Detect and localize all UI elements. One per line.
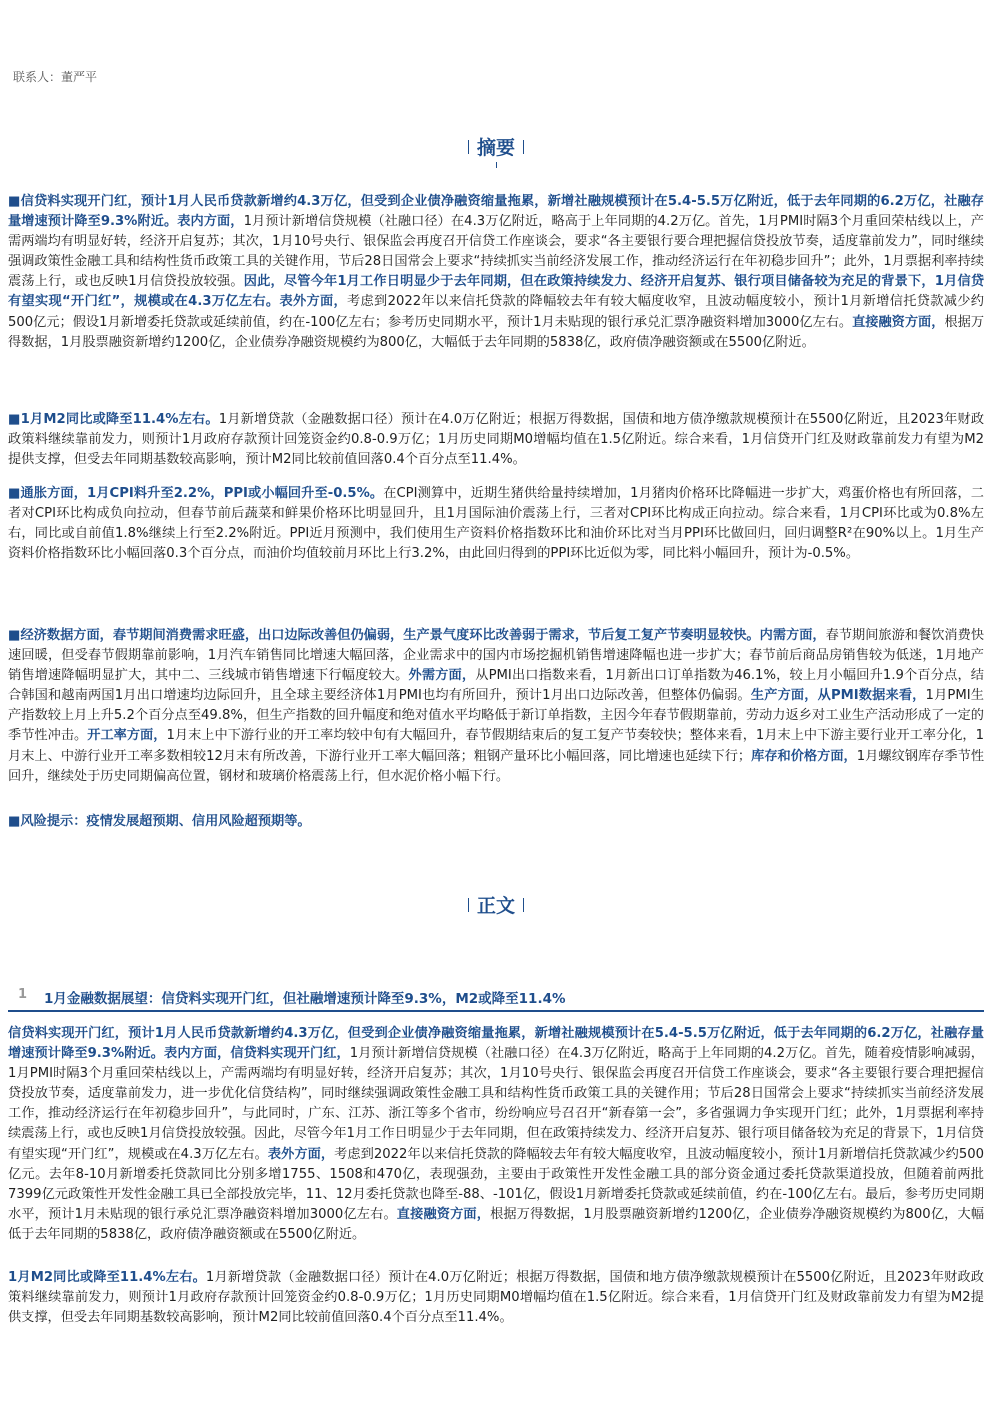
heading-bar-right [523, 898, 524, 912]
emphasis-text: 表外方面， [267, 1146, 335, 1162]
section-1-heading [8, 984, 984, 1012]
summary-title: 摘要 [476, 137, 515, 159]
body-text: 1月PMI生产指数较上月上升5.2个百分点至49.8%，但生产指数的回升幅度和绝对值水平均略低于新订单指数，主因今年春节假期靠前，劳动力返乡对工业生产活动形成了一定的季节性冲击。 [8, 688, 984, 744]
heading-bar-left [468, 898, 469, 912]
body-text: 在CPI测算中，近期生猪供给量持续增加，1月猪肉价格环比降幅进一步扩大，鸡蛋价格也有所回落，二者对CPI环比构成负向拉动，但春节前后蔬菜和鲜果价格环比明显回升，且1月国际油价震荡上行，三者对CPI环比构成正向拉动。综合来看，1月CPI环比或为0.8%左右，同比或自前值1.8%继续上行至2.2%附近。PPI近月预测中，我们使用生产资料价格指数环比和油价环比对当月PPI环比做回归，回归调整R²在90%以上。1月生产资料价格指数环比小幅回落0.3个百分点，而油价均值较前月环比上行3.2%，由此回归得到的PPI环比近似为零，同比料小幅回升，预计为-0.5%。 [8, 486, 984, 562]
heading-bar-left [468, 140, 469, 154]
body-text: 考虑到2022年以来信托贷款的降幅较去年有较大幅度收窄，且波动幅度较小，预计1月新增信托贷款减少约500亿元。去年8-10月新增委托贷款同比分别多增1755、1508和470亿，表现强劲，主要由于政策性开发性金融工具的部分资金通过委托贷款渠道投放，但随着前两批7399亿元政策性开发性金融工具已全部投放完毕，11、12月委托贷款也降至-88、-101亿，假设1月新增委托贷款或延续前值，约在-100亿左右。最后，参考历史同期水平，预计1月未贴现的银行承兑汇票净融资料增加3000亿左右。 [8, 1146, 985, 1222]
emphasis-text: ■1月M2同比或降至11.4%左右。 [8, 412, 219, 427]
risk-warning [8, 812, 984, 832]
body-text: 1月预计新增信贷规模（社融口径）在4.3万亿附近，略高于上年同期的4.2万亿。首先，1月PMI时隔3个月重回荣枯线以上，产需两端均有明显好转，经济开启复苏；其次，1月10号央行、银保监会再度召开信贷工作座谈会，要求“各主要银行要合理把握信贷投放节奏，适度靠前发力”，同时继续强调政策性金融工具和结构性货币政策工具的关键作用，节后28日国常会上要求“持续抓实当前经济发展工作，推动经济运行在年初稳步回升”；此外，1月票据利率持续震荡上行，或也反映1月信贷投放较强。 [8, 214, 984, 290]
section-title: 1月金融数据展望：信贷料实现开门红，但社融增速预计降至9.3%，M2或降至11.4% [44, 991, 566, 1007]
summary-paragraph-inflation [8, 484, 984, 564]
body-text: 考虑到2022年以来信托贷款的降幅较去年有较大幅度收窄，且波动幅度较小，预计1月新增信托贷款减少约500亿元；假设1月新增委托贷款或延续前值，约在-100亿左右；参考历史同期水平，预计1月未贴现的银行承兑汇票净融资料增加3000亿左右。 [8, 294, 984, 330]
section-number: 1 [18, 987, 28, 1002]
body-paragraph-credit [8, 1024, 984, 1245]
body-text: 根据万得数据，1月股票融资新增约1200亿，企业债券净融资规模约为800亿，大幅低于去年同期的5838亿，政府债净融资额或在5500亿附近。 [8, 314, 985, 350]
emphasis-text: ■经济数据方面，春节期间消费需求旺盛，出口边际改善但仍偏弱，生产景气度环比改善弱于需求，节后复工复产节奏明显较快。 [8, 628, 760, 643]
body-text: 1月新增贷款（金融数据口径）预计在4.0万亿附近；根据万得数据，国债和地方债净缴款规模预计在5500亿附近，且2023年财政政策料继续靠前发力，则预计1月政府存款预计回笼资金约0.8-0.9万亿；1月历史同期M0增幅均值在1.5亿附近。综合来看，1月信贷开门红及财政靠前发力有望为M2提供支撑，但受去年同期基数较高影响，预计M2同比较前值回落0.4个百分点至11.4%。 [8, 412, 985, 468]
body-text: 根据万得数据，1月股票融资新增约1200亿，企业债券净融资规模约为800亿，大幅低于去年同期的5838亿，政府债净融资额或在5500亿附近。 [8, 1206, 985, 1242]
emphasis-text: 直接融资方面， [396, 1206, 491, 1222]
emphasis-text: 因此，尽管今年1月工作日明显少于去年同期，但在政策持续发力、经济开启复苏、银行项目储备较为充足的背景下，1月信贷有望实现“开门红”，规模或在4.3万亿左右。 [8, 274, 985, 310]
body-text: 1月新增贷款（金融数据口径）预计在4.0万亿附近；根据万得数据，国债和地方债净缴款规模预计在5500亿附近，且2023年财政政策料继续靠前发力，则预计1月政府存款预计回笼资金约0.8-0.9万亿；1月历史同期M0增幅均值在1.5亿附近。综合来看，1月信贷开门红及财政靠前发力有望为M2提供支撑，但受去年同期基数较高影响，预计M2同比较前值回落0.4个百分点至11.4%。 [8, 1270, 984, 1326]
emphasis-text: 生产方面，从PMI数据来看， [750, 688, 926, 704]
summary-paragraph-credit [8, 192, 984, 353]
body-title: 正文 [476, 895, 515, 917]
heading-tick [496, 162, 497, 168]
emphasis-text: 1月M2同比或降至11.4%左右。 [8, 1270, 206, 1285]
contact-line: 联系人：董严平 [13, 70, 98, 84]
emphasis-text: ■风险提示：疫情发展超预期、信用风险超预期等。 [8, 814, 311, 829]
emphasis-text: 直接融资方面， [852, 314, 945, 330]
body-text: 1月预计新增信贷规模（社融口径）在4.3万亿附近，略高于上年同期的4.2万亿。首先，随着疫情影响减弱，1月PMI时隔3个月重回荣枯线以上，产需两端均有明显好转，经济开启复苏；其次，1月10号央行、银保监会再度召开信贷工作座谈会，要求“各主要银行要合理把握信贷投放节奏，适度靠前发力，进一步优化信贷结构”，同时继续强调政策性金融工具和结构性货币政策工具的关键作用；节后28日国常会上要求“持续抓实当前经济发展工作，推动经济运行在年初稳步回升”，与此同时，广东、江苏、浙江等多个省市，纷纷响应号召召开“新春第一会”，多省强调力争实现开门红；此外，1月票据利率持续震荡上行，或也反映1月信贷投放较强。因此，尽管今年1月工作日明显少于去年同期，但在政策持续发力、经济开启复苏、银行项目储备较为充足的背景下，1月信贷有望实现“开门红”，规模或在4.3万亿左右。 [8, 1046, 984, 1162]
summary-paragraph-m2 [8, 410, 984, 470]
body-text: 1月螺纹钢库存季节性回升，继续处于历史同期偏高位置，钢材和玻璃价格震荡上行，但水泥价格小幅下行。 [8, 748, 985, 784]
summary-heading [0, 133, 992, 160]
body-heading [0, 891, 992, 918]
emphasis-text: ■信贷料实现开门红，预计1月人民币贷款新增约4.3万亿，但受到企业债净融资缩量拖累，新增社融规模预计在5.4-5.5万亿附近，低于去年同期的6.2万亿，社融存量增速预计降至9.3%附近。 [8, 194, 984, 230]
emphasis-text: 表内方面， [177, 214, 244, 230]
emphasis-text: ■通胀方面，1月CPI料升至2.2%，PPI或小幅回升至-0.5%。 [8, 486, 384, 501]
emphasis-text: 外需方面， [408, 668, 476, 684]
emphasis-text: 信贷料实现开门红，预计1月人民币贷款新增约4.3万亿，但受到企业债净融资缩量拖累，新增社融规模预计在5.4-5.5万亿附近，低于去年同期的6.2万亿，社融存量增速预计降至9.3%附近。表内方面，信贷料实现开门红， [8, 1026, 984, 1062]
body-text: 春节期间旅游和餐饮消费快速回暖，但受春节假期靠前影响，1月汽车销售同比增速大幅回落，企业需求中的国内市场挖掘机销售增速降幅也进一步扩大；春节前后商品房销售较为低迷，1月地产销售增速降幅明显扩大，其中二、三线城市销售增速下行幅度较大。 [8, 628, 985, 684]
emphasis-text: 开工率方面， [87, 728, 167, 744]
body-text: 从PMI出口指数来看，1月新出口订单指数为46.1%，较上月小幅回升1.9个百分点，结合韩国和越南两国1月出口增速均边际回升，且全球主要经济体1月PMI也均有所回升，预计1月出口边际改善，但整体仍偏弱。 [8, 668, 984, 704]
heading-bar-right [523, 140, 524, 154]
body-paragraph-m2 [8, 1268, 984, 1328]
body-text: 1月末上中下游行业的开工率均较中旬有大幅回升，春节假期结束后的复工复产节奏较快；整体来看，1月末上中下游主要行业开工率分化，1月末上、中游行业开工率多数相较12月末有所改善，下游行业开工率大幅回落；粗钢产量环比小幅回落，同比增速也延续下行； [8, 728, 984, 764]
emphasis-text: 表外方面， [279, 294, 348, 310]
emphasis-text: 库存和价格方面， [751, 748, 857, 764]
summary-paragraph-economy [8, 626, 984, 787]
emphasis-text: 内需方面， [759, 628, 826, 643]
